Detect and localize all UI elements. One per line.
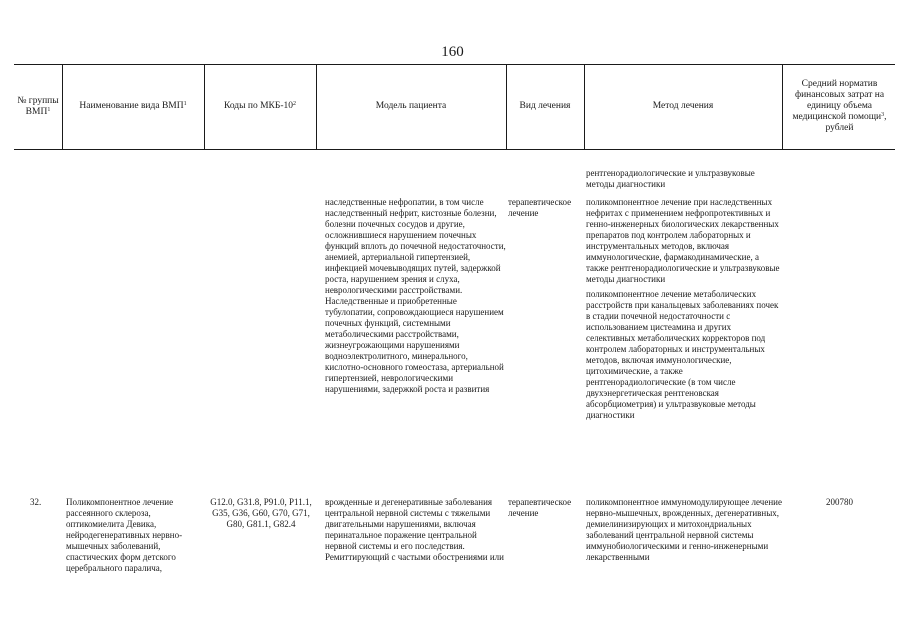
method-item: поликомпонентное лечение при наследственных нефритах с применением нефропротективных и генно-инженерных биологических лекарственных препаратов под контролем лабораторных и инструментальных методов, включая иммунологические, фармакодинамические, а также рентгенорадиологические и ультразвуковые методы диагностики (586, 197, 780, 284)
method-item: поликомпонентное лечение метаболических расстройств при канальцевых заболеваниях почек в стадии почечной недостаточности с использованием цистеамина и других селективных метаболических корректоров под контролем лабораторных и инструментальных методов, включая иммунологические, цитохимические, а также рентгенорадиологические (в том числе двухэнергетическая рентгеновская абсорбциометрия) и ультразвуковые методы диагностики (586, 289, 779, 420)
header-vmp-name (62, 64, 204, 149)
footnote-mark: 2 (293, 101, 297, 107)
method-cont-top: рентгенорадиологические и ультразвуковые методы диагностики (586, 168, 755, 189)
header-treatment-method-text: Метод лечения (652, 101, 714, 111)
header-divider (782, 64, 783, 149)
header-bottom-border (14, 149, 895, 150)
header-group-no-text: № группы ВМП (17, 95, 59, 117)
header-mkb-codes-text: Коды по МКБ-10 (223, 101, 294, 111)
patient-model-cont: наследственные нефропатии, в том числе наследственный нефрит, кистозные болезни, болезни почечных сосудов и другие, осложнившиеся нарушением почечных функций вплоть до почечной недостаточности, анемией, артериальной гипертензией, инфекцией мочевыводящих путей, задержкой роста, нарушением зрения и слуха, неврологическими расстройствами. Наследственные и приобретенные тубулопатии, сопровождающиеся нарушением почечных функций, системными метаболическими расстройствами, жизнеугрожающими нарушениями водноэлектролитного, минерального, кислотно-основного гомеостаза, артериальной гипертензией, неврологическими нарушениями, задержкой роста и развития (325, 197, 506, 394)
mkb-codes: G12.0, G31.8, P91.0, P11.1, G35, G36, G60, G70, G71, G80, G81.1, G82.4 (210, 497, 312, 529)
treatment-method: поликомпонентное иммуномодулирующее лечение нервно-мышечных, врожденных, дегенеративных, демиелинизирующих и митохондриальных заболеваний центральной нервной системы иммунобиологическими и генно-инженерными лекарственными (586, 497, 782, 562)
header-treatment-type-text: Вид лечения (519, 101, 571, 111)
treatment-type-cont: терапевтическое лечение (508, 197, 572, 218)
footnote-mark: 3 (881, 112, 885, 118)
treatment-type: терапевтическое лечение (508, 497, 572, 518)
header-vmp-name-text: Наименование вида ВМП (79, 101, 184, 111)
row-number: 32. (30, 497, 42, 507)
header-norm (784, 64, 895, 149)
method-cont-block (586, 197, 782, 425)
header-treatment-method (584, 64, 782, 149)
page-number: 160 (441, 44, 464, 60)
header-norm-text: Средний норматив финансовых затрат на единицу объема медицинской помощи (792, 79, 885, 122)
header-mkb-codes (204, 64, 316, 149)
header-patient-model-text: Модель пациента (375, 101, 447, 111)
header-group-no (14, 64, 62, 149)
header-norm-suffix: , рублей (825, 112, 887, 133)
header-treatment-type (506, 64, 584, 149)
header-patient-model (316, 64, 506, 149)
vmp-name: Поликомпонентное лечение рассеянного склероза, оптикомиелита Девика, нейродегенеративных нервно-мышечных заболеваний, спастических форм детского церебрального паралича, (66, 497, 183, 573)
footnote-mark: 1 (47, 106, 51, 113)
norm-value: 200780 (826, 497, 853, 507)
patient-model: врожденные и дегенеративные заболевания центральной нервной системы с тяжелыми двигательными нарушениями, включая перинатальное поражение центральной нервной системы и его последствия. Ремиттирующий с частыми обострениями или (325, 497, 504, 562)
vmp-table (14, 64, 895, 640)
footnote-mark: 1 (183, 101, 187, 107)
